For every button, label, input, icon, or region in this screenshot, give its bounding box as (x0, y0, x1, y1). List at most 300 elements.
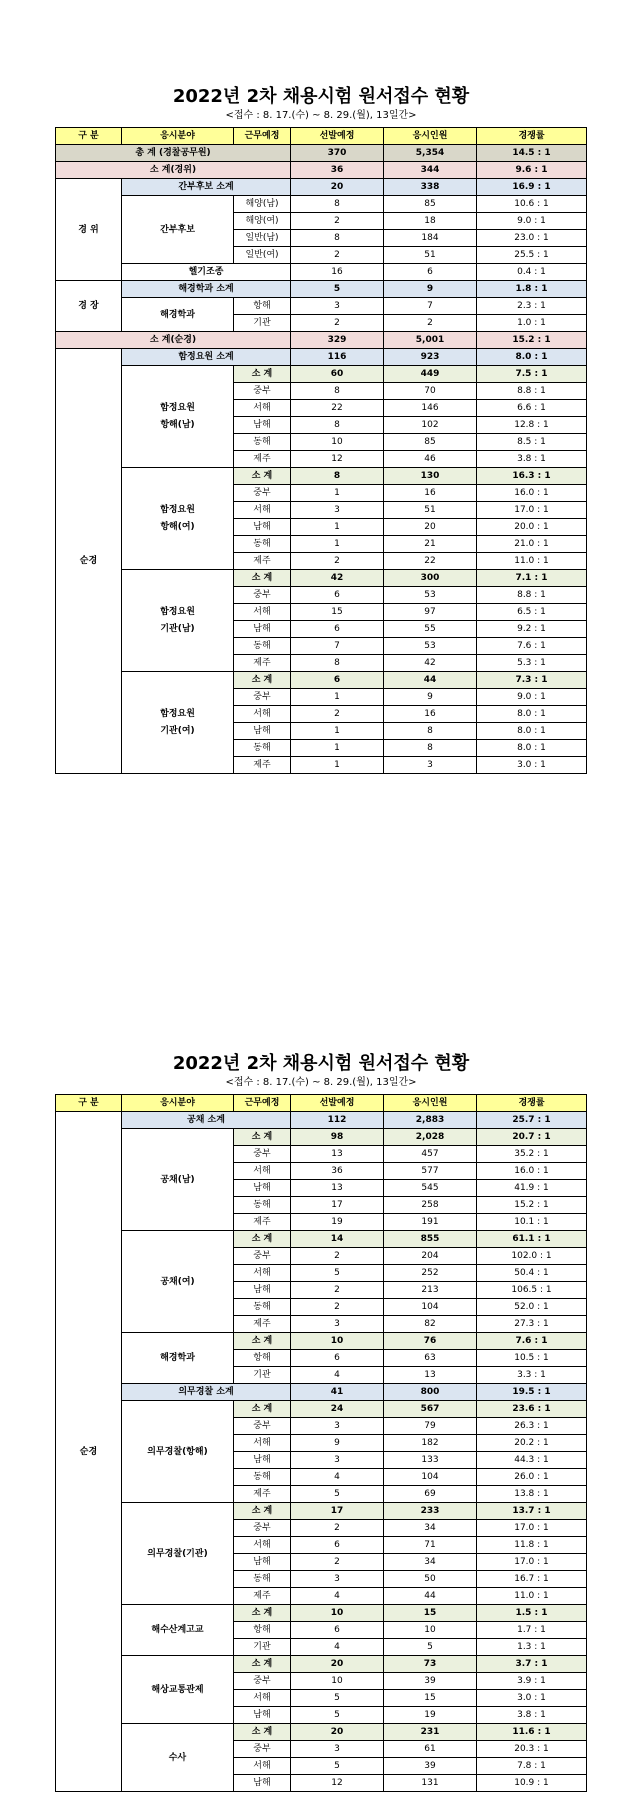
table-row (56, 162, 587, 179)
selection-cell: 17 (291, 1503, 384, 1520)
applicants-cell: 69 (384, 1486, 477, 1503)
table-row (56, 1112, 587, 1129)
duty-cell: 서해 (234, 1163, 291, 1180)
duty-cell: 제주 (234, 655, 291, 672)
selection-cell: 15 (291, 604, 384, 621)
ratio-cell: 10.5 : 1 (477, 1350, 587, 1367)
applicants-cell: 184 (384, 230, 477, 247)
applicants-cell: 3 (384, 757, 477, 774)
applicants-cell: 8 (384, 740, 477, 757)
ratio-cell: 9.6 : 1 (477, 162, 587, 179)
group-name-line1: 함정요원 (160, 504, 195, 515)
selection-cell: 10 (291, 1605, 384, 1622)
header-field: 응시분야 (122, 1095, 234, 1112)
applicants-cell: 131 (384, 1775, 477, 1792)
selection-cell: 4 (291, 1367, 384, 1384)
applicants-cell: 73 (384, 1656, 477, 1673)
duty-cell: 서해 (234, 502, 291, 519)
subtotal-label: 소 계(순경) (56, 332, 291, 349)
selection-cell: 2 (291, 1554, 384, 1571)
ratio-cell: 11.0 : 1 (477, 1588, 587, 1605)
ratio-cell: 1.5 : 1 (477, 1605, 587, 1622)
sheet-1 (0, 85, 642, 774)
table-row (56, 570, 587, 587)
duty-cell: 제주 (234, 757, 291, 774)
ratio-cell: 8.0 : 1 (477, 706, 587, 723)
applicants-cell: 2,028 (384, 1129, 477, 1146)
selection-cell: 8 (291, 468, 384, 485)
field-cell: 공채(남) (122, 1129, 234, 1231)
applicants-cell: 102 (384, 417, 477, 434)
duty-cell: 중부 (234, 1520, 291, 1537)
subtotal-label: 소 계 (234, 1129, 291, 1146)
ratio-cell: 7.6 : 1 (477, 1333, 587, 1350)
table-row (56, 145, 587, 162)
duty-cell: 중부 (234, 1741, 291, 1758)
ratio-cell: 6.5 : 1 (477, 604, 587, 621)
field-cell (122, 672, 234, 774)
duty-cell: 중부 (234, 1146, 291, 1163)
duty-cell: 남해 (234, 723, 291, 740)
selection-cell: 24 (291, 1401, 384, 1418)
applicants-cell: 39 (384, 1673, 477, 1690)
applicants-cell: 61 (384, 1741, 477, 1758)
recruitment-table-1 (55, 127, 587, 774)
applicants-cell: 42 (384, 655, 477, 672)
selection-cell: 2 (291, 1299, 384, 1316)
applicants-cell: 8 (384, 723, 477, 740)
selection-cell: 9 (291, 1435, 384, 1452)
selection-cell: 12 (291, 451, 384, 468)
table-row (56, 179, 587, 196)
header-row (56, 1095, 587, 1112)
selection-cell: 5 (291, 1690, 384, 1707)
table-row (56, 1384, 587, 1401)
ratio-cell: 11.6 : 1 (477, 1724, 587, 1741)
applicants-cell: 252 (384, 1265, 477, 1282)
ratio-cell: 20.3 : 1 (477, 1741, 587, 1758)
duty-cell: 동해 (234, 1197, 291, 1214)
applicants-cell: 71 (384, 1537, 477, 1554)
applicants-cell: 5,001 (384, 332, 477, 349)
applicants-cell: 567 (384, 1401, 477, 1418)
table-row (56, 264, 587, 281)
ratio-cell: 20.7 : 1 (477, 1129, 587, 1146)
group-name-line1: 함정요원 (160, 606, 195, 617)
applicants-cell: 213 (384, 1282, 477, 1299)
ratio-cell: 7.1 : 1 (477, 570, 587, 587)
subtotal-label: 소 계 (234, 1401, 291, 1418)
selection-cell: 41 (291, 1384, 384, 1401)
sheet-2 (0, 1052, 642, 1792)
field-cell: 해상교통관제 (122, 1656, 234, 1724)
applicants-cell: 34 (384, 1554, 477, 1571)
selection-cell: 16 (291, 264, 384, 281)
duty-cell: 남해 (234, 1282, 291, 1299)
applicants-cell: 300 (384, 570, 477, 587)
ratio-cell: 25.5 : 1 (477, 247, 587, 264)
applicants-cell: 204 (384, 1248, 477, 1265)
selection-cell: 5 (291, 1265, 384, 1282)
selection-cell: 3 (291, 1418, 384, 1435)
applicants-cell: 104 (384, 1469, 477, 1486)
ratio-cell: 1.7 : 1 (477, 1622, 587, 1639)
ratio-cell: 16.0 : 1 (477, 485, 587, 502)
applicants-cell: 79 (384, 1418, 477, 1435)
subtotal-label: 소 계 (234, 366, 291, 383)
ratio-cell: 16.3 : 1 (477, 468, 587, 485)
selection-cell: 5 (291, 281, 384, 298)
ratio-cell: 3.8 : 1 (477, 451, 587, 468)
applicants-cell: 44 (384, 672, 477, 689)
table-row (56, 1401, 587, 1418)
applicants-cell: 6 (384, 264, 477, 281)
ratio-cell: 0.4 : 1 (477, 264, 587, 281)
duty-cell: 서해 (234, 1758, 291, 1775)
rank-cell: 경 위 (56, 179, 122, 281)
ratio-cell: 23.0 : 1 (477, 230, 587, 247)
ratio-cell: 9.2 : 1 (477, 621, 587, 638)
duty-cell: 동해 (234, 740, 291, 757)
selection-cell: 3 (291, 1316, 384, 1333)
selection-cell: 5 (291, 1486, 384, 1503)
duty-cell: 중부 (234, 689, 291, 706)
page-title: 2022년 2차 채용시험 원서접수 현황 (172, 86, 470, 107)
applicants-cell: 44 (384, 1588, 477, 1605)
ratio-cell: 17.0 : 1 (477, 1554, 587, 1571)
ratio-cell: 35.2 : 1 (477, 1146, 587, 1163)
applicants-cell: 133 (384, 1452, 477, 1469)
table-row (56, 298, 587, 315)
ratio-cell: 3.9 : 1 (477, 1673, 587, 1690)
applicants-cell: 5 (384, 1639, 477, 1656)
total-label: 총 계 (경찰공무원) (56, 145, 291, 162)
duty-cell: 기관 (234, 1639, 291, 1656)
selection-cell: 2 (291, 553, 384, 570)
table-row (56, 1605, 587, 1622)
applicants-cell: 97 (384, 604, 477, 621)
selection-cell: 6 (291, 621, 384, 638)
selection-cell: 6 (291, 1537, 384, 1554)
duty-cell: 남해 (234, 417, 291, 434)
ratio-cell: 9.0 : 1 (477, 213, 587, 230)
subtotal-label: 해경학과 소계 (122, 281, 291, 298)
ratio-cell: 11.8 : 1 (477, 1537, 587, 1554)
subtotal-label: 함정요원 소계 (122, 349, 291, 366)
table-row (56, 1656, 587, 1673)
selection-cell: 8 (291, 383, 384, 400)
table-row (56, 281, 587, 298)
duty-cell: 중부 (234, 1418, 291, 1435)
duty-cell: 서해 (234, 400, 291, 417)
duty-cell: 서해 (234, 706, 291, 723)
ratio-cell: 5.3 : 1 (477, 655, 587, 672)
applicants-cell: 22 (384, 553, 477, 570)
table-row (56, 349, 587, 366)
ratio-cell: 3.3 : 1 (477, 1367, 587, 1384)
header-duty: 근무예정 (234, 128, 291, 145)
ratio-cell: 7.6 : 1 (477, 638, 587, 655)
field-cell (122, 570, 234, 672)
applicants-cell: 53 (384, 587, 477, 604)
header-ratio: 경쟁률 (477, 128, 587, 145)
ratio-cell: 8.0 : 1 (477, 740, 587, 757)
duty-cell: 남해 (234, 1452, 291, 1469)
applicants-cell: 2,883 (384, 1112, 477, 1129)
ratio-cell: 8.5 : 1 (477, 434, 587, 451)
duty-cell: 동해 (234, 1571, 291, 1588)
selection-cell: 36 (291, 162, 384, 179)
selection-cell: 1 (291, 757, 384, 774)
ratio-cell: 26.0 : 1 (477, 1469, 587, 1486)
selection-cell: 329 (291, 332, 384, 349)
field-cell: 해수산계고교 (122, 1605, 234, 1656)
field-cell: 의무경찰(기관) (122, 1503, 234, 1605)
header-duty: 근무예정 (234, 1095, 291, 1112)
group-name-line1: 함정요원 (160, 402, 195, 413)
group-name-line2: 기관(여) (160, 725, 195, 736)
selection-cell: 2 (291, 1282, 384, 1299)
ratio-cell: 16.9 : 1 (477, 179, 587, 196)
duty-cell: 남해 (234, 621, 291, 638)
ratio-cell: 13.7 : 1 (477, 1503, 587, 1520)
table-row (56, 1503, 587, 1520)
duty-cell: 동해 (234, 434, 291, 451)
header-selection: 선발예정 (291, 128, 384, 145)
applicants-cell: 233 (384, 1503, 477, 1520)
selection-cell: 4 (291, 1639, 384, 1656)
selection-cell: 60 (291, 366, 384, 383)
selection-cell: 116 (291, 349, 384, 366)
ratio-cell: 8.0 : 1 (477, 723, 587, 740)
duty-cell: 남해 (234, 1707, 291, 1724)
selection-cell: 17 (291, 1197, 384, 1214)
selection-cell: 3 (291, 502, 384, 519)
table-row (56, 196, 587, 213)
header-category: 구 분 (56, 128, 122, 145)
selection-cell: 6 (291, 1350, 384, 1367)
subtotal-label: 소 계 (234, 1333, 291, 1350)
duty-cell: 해양(남) (234, 196, 291, 213)
field-cell: 의무경찰(항해) (122, 1401, 234, 1503)
ratio-cell: 8.0 : 1 (477, 349, 587, 366)
page-title-2: 2022년 2차 채용시험 원서접수 현황 (172, 1053, 470, 1074)
ratio-cell: 6.6 : 1 (477, 400, 587, 417)
ratio-cell: 3.8 : 1 (477, 1707, 587, 1724)
duty-cell: 동해 (234, 536, 291, 553)
ratio-cell: 23.6 : 1 (477, 1401, 587, 1418)
ratio-cell: 8.8 : 1 (477, 383, 587, 400)
applicants-cell: 76 (384, 1333, 477, 1350)
header-field: 응시분야 (122, 128, 234, 145)
applicants-cell: 191 (384, 1214, 477, 1231)
subtotal-label: 소 계 (234, 1724, 291, 1741)
group-name-line2: 기관(남) (160, 623, 195, 634)
selection-cell: 36 (291, 1163, 384, 1180)
selection-cell: 42 (291, 570, 384, 587)
selection-cell: 112 (291, 1112, 384, 1129)
header-applicants: 응시인원 (384, 1095, 477, 1112)
selection-cell: 98 (291, 1129, 384, 1146)
field-cell: 간부후보 (122, 196, 234, 264)
applicants-cell: 545 (384, 1180, 477, 1197)
selection-cell: 1 (291, 536, 384, 553)
applicants-cell: 2 (384, 315, 477, 332)
applicants-cell: 39 (384, 1758, 477, 1775)
ratio-cell: 7.3 : 1 (477, 672, 587, 689)
duty-cell: 서해 (234, 1690, 291, 1707)
duty-cell: 일반(여) (234, 247, 291, 264)
ratio-cell: 8.8 : 1 (477, 587, 587, 604)
table-row (56, 332, 587, 349)
duty-cell: 동해 (234, 638, 291, 655)
page-subtitle-2: <접수 : 8. 17.(수) ~ 8. 29.(월), 13일간> (225, 1077, 417, 1088)
applicants-cell: 18 (384, 213, 477, 230)
applicants-cell: 130 (384, 468, 477, 485)
duty-cell: 제주 (234, 1486, 291, 1503)
subtotal-label: 소 계 (234, 672, 291, 689)
ratio-cell: 1.8 : 1 (477, 281, 587, 298)
applicants-cell: 182 (384, 1435, 477, 1452)
applicants-cell: 231 (384, 1724, 477, 1741)
selection-cell: 3 (291, 1571, 384, 1588)
header-row (56, 128, 587, 145)
subtotal-label: 소 계(경위) (56, 162, 291, 179)
rank-cell: 순경 (56, 349, 122, 774)
table-row (56, 1333, 587, 1350)
selection-cell: 3 (291, 298, 384, 315)
selection-cell: 1 (291, 485, 384, 502)
selection-cell: 14 (291, 1231, 384, 1248)
applicants-cell: 16 (384, 485, 477, 502)
duty-cell: 제주 (234, 1588, 291, 1605)
duty-cell: 항해 (234, 1622, 291, 1639)
applicants-cell: 258 (384, 1197, 477, 1214)
selection-cell: 5 (291, 1758, 384, 1775)
selection-cell: 12 (291, 1775, 384, 1792)
ratio-cell: 102.0 : 1 (477, 1248, 587, 1265)
table-row (56, 468, 587, 485)
duty-cell: 제주 (234, 1316, 291, 1333)
applicants-cell: 51 (384, 247, 477, 264)
subtotal-label: 소 계 (234, 1231, 291, 1248)
selection-cell: 6 (291, 587, 384, 604)
applicants-cell: 63 (384, 1350, 477, 1367)
subtotal-label: 간부후보 소계 (122, 179, 291, 196)
selection-cell: 3 (291, 1452, 384, 1469)
applicants-cell: 7 (384, 298, 477, 315)
applicants-cell: 85 (384, 196, 477, 213)
duty-cell: 남해 (234, 519, 291, 536)
table-row (56, 672, 587, 689)
selection-cell: 22 (291, 400, 384, 417)
selection-cell: 8 (291, 655, 384, 672)
applicants-cell: 5,354 (384, 145, 477, 162)
ratio-cell: 15.2 : 1 (477, 1197, 587, 1214)
duty-cell: 기관 (234, 1367, 291, 1384)
applicants-cell: 16 (384, 706, 477, 723)
ratio-cell: 1.0 : 1 (477, 315, 587, 332)
duty-cell: 서해 (234, 1435, 291, 1452)
field-cell: 해경학과 (122, 298, 234, 332)
ratio-cell: 27.3 : 1 (477, 1316, 587, 1333)
group-name-line2: 항해(여) (160, 521, 195, 532)
selection-cell: 2 (291, 1520, 384, 1537)
duty-cell: 중부 (234, 485, 291, 502)
ratio-cell: 17.0 : 1 (477, 1520, 587, 1537)
group-name-line1: 함정요원 (160, 708, 195, 719)
ratio-cell: 10.1 : 1 (477, 1214, 587, 1231)
selection-cell: 2 (291, 1248, 384, 1265)
applicants-cell: 338 (384, 179, 477, 196)
selection-cell: 1 (291, 519, 384, 536)
header-applicants: 응시인원 (384, 128, 477, 145)
duty-cell: 동해 (234, 1469, 291, 1486)
field-cell: 해경학과 (122, 1333, 234, 1384)
subtotal-label: 소 계 (234, 1503, 291, 1520)
selection-cell: 1 (291, 689, 384, 706)
applicants-cell: 104 (384, 1299, 477, 1316)
selection-cell: 6 (291, 672, 384, 689)
applicants-cell: 855 (384, 1231, 477, 1248)
selection-cell: 1 (291, 723, 384, 740)
ratio-cell: 13.8 : 1 (477, 1486, 587, 1503)
selection-cell: 20 (291, 1656, 384, 1673)
ratio-cell: 11.0 : 1 (477, 553, 587, 570)
selection-cell: 2 (291, 315, 384, 332)
selection-cell: 10 (291, 434, 384, 451)
subtotal-label: 소 계 (234, 468, 291, 485)
selection-cell: 20 (291, 1724, 384, 1741)
ratio-cell: 3.0 : 1 (477, 757, 587, 774)
ratio-cell: 3.7 : 1 (477, 1656, 587, 1673)
applicants-cell: 923 (384, 349, 477, 366)
duty-cell: 서해 (234, 604, 291, 621)
selection-cell: 13 (291, 1180, 384, 1197)
ratio-cell: 41.9 : 1 (477, 1180, 587, 1197)
applicants-cell: 15 (384, 1690, 477, 1707)
subtotal-label: 소 계 (234, 570, 291, 587)
applicants-cell: 10 (384, 1622, 477, 1639)
applicants-cell: 46 (384, 451, 477, 468)
applicants-cell: 449 (384, 366, 477, 383)
ratio-cell: 21.0 : 1 (477, 536, 587, 553)
selection-cell: 8 (291, 417, 384, 434)
ratio-cell: 19.5 : 1 (477, 1384, 587, 1401)
ratio-cell: 14.5 : 1 (477, 145, 587, 162)
page-subtitle: <접수 : 8. 17.(수) ~ 8. 29.(월), 13일간> (225, 110, 417, 121)
applicants-cell: 21 (384, 536, 477, 553)
duty-cell: 중부 (234, 1248, 291, 1265)
ratio-cell: 26.3 : 1 (477, 1418, 587, 1435)
subtotal-label: 소 계 (234, 1605, 291, 1622)
ratio-cell: 12.8 : 1 (477, 417, 587, 434)
applicants-cell: 9 (384, 689, 477, 706)
ratio-cell: 3.0 : 1 (477, 1690, 587, 1707)
applicants-cell: 457 (384, 1146, 477, 1163)
duty-cell: 동해 (234, 1299, 291, 1316)
applicants-cell: 50 (384, 1571, 477, 1588)
duty-cell: 남해 (234, 1554, 291, 1571)
field-cell: 수사 (122, 1724, 234, 1792)
ratio-cell: 17.0 : 1 (477, 502, 587, 519)
selection-cell: 2 (291, 706, 384, 723)
selection-cell: 2 (291, 213, 384, 230)
ratio-cell: 20.2 : 1 (477, 1435, 587, 1452)
applicants-cell: 9 (384, 281, 477, 298)
selection-cell: 6 (291, 1622, 384, 1639)
duty-cell: 서해 (234, 1265, 291, 1282)
